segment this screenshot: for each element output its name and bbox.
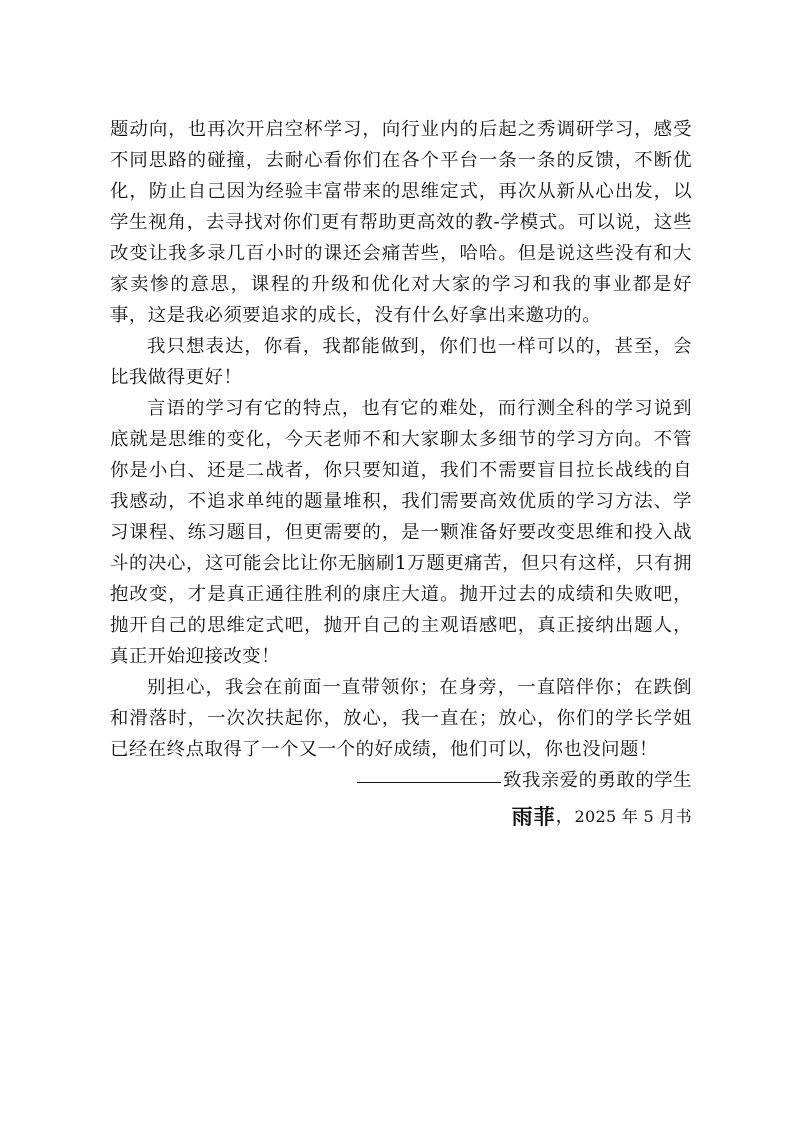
date-text: 2025 年 5 月书	[574, 807, 692, 826]
dash-rule	[357, 782, 501, 783]
dedication-text: 致我亲爱的勇敢的学生	[503, 770, 692, 791]
dedication-line	[300, 766, 692, 796]
paragraph-2: 我只想表达，你看，我都能做到，你们也一样可以的，甚至，会比我做得更好！	[110, 336, 692, 388]
author-separator: ，	[555, 806, 575, 827]
author-date-line	[300, 802, 692, 832]
paragraph-1: 题动向，也再次开启空杯学习，向行业内的后起之秀调研学习，感受不同思路的碰撞，去耐心看你们在各个平台一条一条的反馈，不断优化，防止自己因为经验丰富带来的思维定式，再次从新从心出发，以学生视角，去寻找对你们更有帮助更高效的教-学模式。可以说，这些改变让我多录几百小时的课还会痛苦些，哈哈。但是说这些没有和大家卖惨的意思，课程的升级和优化对大家的学习和我的事业都是好事，这是我必须要追求的成长，没有什么好拿出来邀功的。	[110, 119, 692, 326]
paragraph-3: 言语的学习有它的特点，也有它的难处，而行测全科的学习说到底就是思维的变化，今天老师不和大家聊太多细节的学习方向。不管你是小白、还是二战者，你只要知道，我们不需要盲目拉长战线的自我感动，不追求单纯的题量堆积，我们需要高效优质的学习方法、学习课程、练习题目，但更需要的，是一颗准备好要改变思维和投入战斗的决心，这可能会比让你无脑刷1万题更痛苦，但只有这样，只有拥抱改变，才是真正通往胜利的康庄大道。抛开过去的成绩和失败吧，抛开自己的思维定式吧，抛开自己的主观语感吧，真正接纳出题人，真正开始迎接改变！	[110, 398, 692, 667]
author-name: 雨菲	[511, 804, 556, 829]
signature-block	[300, 766, 692, 832]
letter-body	[110, 114, 692, 765]
paragraph-4: 别担心，我会在前面一直带领你；在身旁，一直陪伴你；在跌倒和滑落时，一次次扶起你，放心，我一直在；放心，你们的学长学姐已经在终点取得了一个又一个的好成绩，他们可以，你也没问题！	[110, 677, 692, 760]
